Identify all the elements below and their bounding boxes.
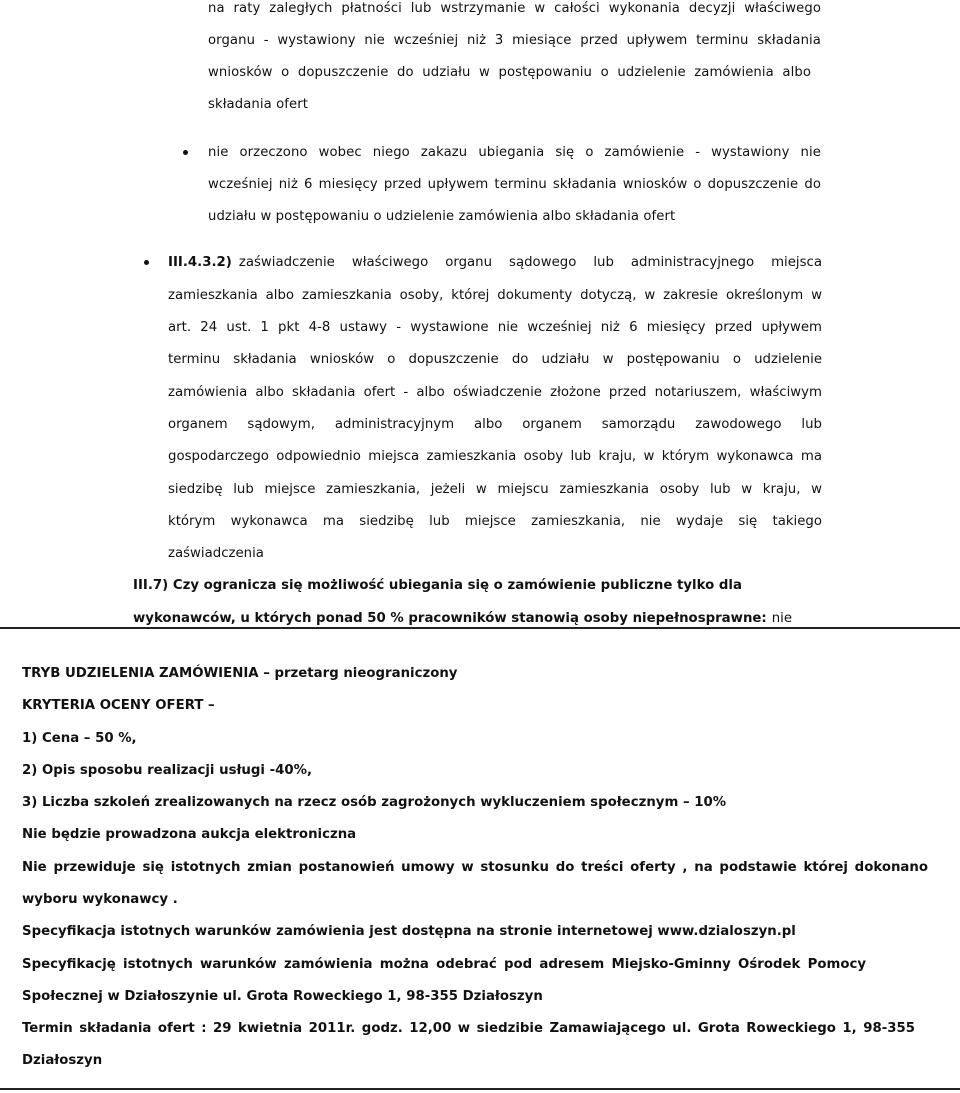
paragraph-line: na raty zaległych płatności lub wstrzymanie w całości wykonania decyzji właściwego [208,1,821,16]
list-item-line: udziału w postępowaniu o udzielenie zamówienia albo składania ofert [208,209,676,224]
item-number: III.4.3.2) [168,255,232,270]
list-item-line: wcześniej niż 6 miesięcy przed upływem terminu składania wniosków o dopuszczenie do [208,177,821,192]
item-line: zamówienia albo składania ofert - albo oświadczenie złożone przed notariuszem, właściwym [168,385,822,400]
item-line: którym wykonawca ma siedzibę lub miejsce zamieszkania, nie wydaje się takiego [168,514,822,529]
item-text: zaświadczenie właściwego organu sądowego lub administracyjnego miejsca [238,255,822,270]
item-line: terminu składania wniosków o dopuszczenie do udziału w postępowaniu o udzielenie [168,352,822,367]
criterion-item: 3) Liczba szkoleń zrealizowanych na rzecz osób zagrożonych wykluczeniem społecznym – 10% [22,795,727,810]
specification-pickup: Społecznej w Działoszynie ul. Grota Roweckiego 1, 98-355 Działoszyn [22,989,543,1004]
contract-changes-info: Nie przewiduje się istotnych zmian postanowień umowy w stosunku do treści oferty , na podstawie której dokonano [22,860,928,875]
criterion-item: 2) Opis sposobu realizacji usługi -40%, [22,763,312,778]
item-line: III.7) Czy ogranicza się możliwość ubiegania się o zamówienie publiczne tylko dla [133,578,742,593]
contract-changes-info: wyboru wykonawcy . [22,892,178,907]
item-line: gospodarczego odpowiednio miejsca zamieszkania osoby lub kraju, w którym wykonawca ma [168,449,822,464]
bullet-icon [144,260,149,265]
question-text: wykonawców, u których ponad 50 % pracowników stanowią osoby niepełnosprawne: [133,611,767,626]
specification-pickup: Specyfikację istotnych warunków zamówienia można odebrać pod adresem Miejsko-Gminny Ośrodek Pomocy [22,957,866,972]
auction-info: Nie będzie prowadzona aukcja elektroniczna [22,827,357,842]
bullet-icon [183,150,188,155]
item-line [133,611,792,626]
paragraph-line: wniosków o dopuszczenie do udziału w postępowaniu o udzielenie zamówienia albo [208,65,811,80]
page-bottom-divider [0,1088,960,1090]
section-divider [0,627,960,629]
submission-deadline: Termin składania ofert : 29 kwietnia 2011r. godz. 12,00 w siedzibie Zamawiającego ul. Grota Roweckiego 1, 98-355 [22,1021,915,1036]
item-line: siedzibę lub miejsce zamieszkania, jeżeli w miejscu zamieszkania osoby lub w kraju, w [168,482,822,497]
item-line: zamieszkania albo zamieszkania osoby, której dokumenty dotyczą, w zakresie określonym w [168,288,822,303]
criterion-item: 1) Cena – 50 %, [22,731,137,746]
specification-availability: Specyfikacja istotnych warunków zamówienia jest dostępna na stronie internetowej www.dzialoszyn.pl [22,924,796,939]
item-line: zaświadczenia [168,546,264,561]
criteria-heading: KRYTERIA OCENY OFERT – [22,698,215,713]
procedure-mode: TRYB UDZIELENIA ZAMÓWIENIA – przetarg nieograniczony [22,666,458,681]
paragraph-line: składania ofert [208,97,309,112]
item-line: art. 24 ust. 1 pkt 4-8 ustawy - wystawione nie wcześniej niż 6 miesięcy przed upływem [168,320,822,335]
answer-text: nie [771,611,793,626]
paragraph-line: organu - wystawiony nie wcześniej niż 3 miesiące przed upływem terminu składania [208,33,821,48]
item-line: organem sądowym, administracyjnym albo organem samorządu zawodowego lub [168,417,822,432]
submission-deadline: Działoszyn [22,1053,103,1068]
list-item-line: nie orzeczono wobec niego zakazu ubiegania się o zamówienie - wystawiony nie [208,145,821,160]
item-first-line [168,255,822,270]
